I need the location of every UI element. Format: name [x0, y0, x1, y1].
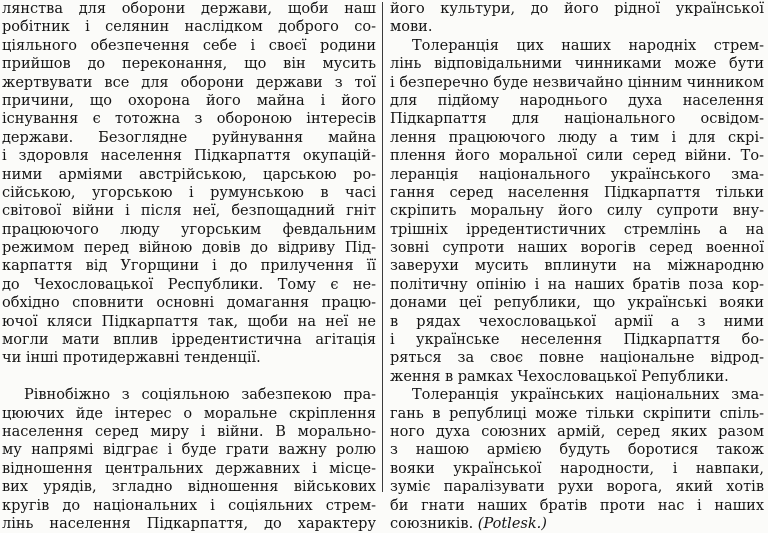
text-line: сійською, угорською і румунською в часі [2, 184, 376, 201]
text-line: жертвувати все для оборони держави з тої [2, 74, 376, 91]
text-line: ження в рамках Чехословацької Републики. [390, 368, 729, 385]
text-line [390, 515, 764, 533]
text-line: робітник і селянин наслідком доброго со- [2, 19, 376, 36]
text-line: карпаття від Угорщини і до прилучення її [2, 258, 376, 275]
text-line: ного духа союзних армій, серед яких разом [390, 423, 764, 440]
text-line: гань в републиці може тільки скріпити спіль- [390, 405, 764, 422]
text-line: могли мати вплив ірредентистична агітація [2, 332, 376, 349]
text-line: обхідно сповнити основні домагання працю- [2, 295, 376, 312]
left-paragraph-2 [2, 386, 376, 533]
applause-note: (Potlesk.) [477, 515, 547, 532]
right-paragraph-2 [390, 37, 764, 386]
right-column [390, 0, 764, 533]
text-line: світової війни і після неї, безпощадний гніт [2, 203, 376, 220]
text-line: Рівнобіжно з соціяльною забезпекою пра- [24, 387, 376, 404]
left-column [2, 0, 376, 533]
text-line: режимом перед війною довів до відриву Під- [2, 240, 376, 257]
text-line: причини, що охорона його майна і його [2, 92, 376, 109]
text-line: зовні супроти наших ворогів серед военної [390, 240, 764, 257]
right-paragraph-3 [390, 386, 764, 533]
text-line: скріпить моральну його силу супроти вну- [390, 203, 764, 220]
text-line: вояки української народности, і навпаки, [390, 460, 764, 477]
paragraph-gap [2, 368, 376, 386]
text-line: зуміє паралізувати рухи ворога, який хотів [390, 479, 764, 496]
text-line: лінь населення Підкарпаття, до характеру [2, 515, 376, 532]
text-line: ряться за своє повне національне відрод- [390, 350, 764, 367]
text-line: гання серед населення Підкарпаття тільки [390, 184, 764, 201]
text-line: би гнати наших братів проти нас і наших [390, 497, 764, 514]
text-line: відношення центральних державних і місце- [2, 460, 376, 477]
text-line: вих урядів, згладно відношення військових [2, 479, 376, 496]
text-line: працюючого люду угорським февдальним [2, 221, 376, 238]
text-line: лення працюючого люду а тим і для скрі- [390, 129, 764, 146]
text-line: Підкарпаття для національного освідом- [390, 111, 764, 128]
text-line: і здоровля населення Підкарпаття окупацій- [2, 148, 376, 165]
text-line: і українське неселення Підкарпаття бо- [390, 332, 764, 349]
text-line: прийшов до переконання, що він мусить [2, 56, 376, 73]
text-line: політичну опінію і на наших братів поза кор- [390, 276, 764, 293]
right-paragraph-1 [390, 0, 764, 37]
text-line: цюючих йде інтерес о моральне скріплення [2, 405, 376, 422]
text-line: чи інші протидержавні тенденції. [2, 350, 261, 367]
text-line: існування є тотожна з обороною інтересів [2, 111, 376, 128]
text-line: заверухи мусить вплинути на міжнародню [390, 258, 764, 275]
text-line: Толеранція цих наших народніх стрем- [412, 37, 764, 54]
text-line: Толеранція українських національних зма- [412, 387, 764, 404]
text-line: мови. [390, 19, 433, 36]
text-line: з нашою армією будуть боротися також [390, 442, 764, 459]
text-line: держави. Безоглядне руйнування майна [2, 129, 376, 146]
column-divider [382, 2, 383, 492]
text-line: лінь відповідальними чинниками може бути [390, 56, 764, 73]
text-line: леранція національного українського зма- [390, 166, 764, 183]
text-line: кругів до національних і соціяльних стрем- [2, 497, 376, 514]
text-line: му напрямі відграє і буде грати важну ролю [2, 442, 376, 459]
text-line: ючої кляси Підкарпаття так, щоби на неї не [2, 313, 376, 330]
text-fragment: союзників. [390, 515, 474, 532]
text-line: його культури, до його рідної української [390, 1, 764, 17]
text-line: і безперечно буде незвичайно цінним чинником [390, 74, 764, 91]
text-line: лянства для оборони держави, щоби наш [2, 1, 376, 17]
text-line: ними арміями австрійською, царською ро- [2, 166, 376, 183]
text-line: ціяльного обезпечення себе і своєї родини [2, 37, 376, 54]
text-line: для підйому народнього духа населення [390, 92, 764, 109]
text-line: плення його моральної сили серед війни. То- [390, 148, 764, 165]
text-line: трішніх ірредентистичних стремлінь а на [390, 221, 764, 238]
text-line: до Чехословацької Республики. Тому є не- [2, 276, 376, 293]
left-paragraph-1 [2, 0, 376, 368]
text-line: донами цеї републики, що українські вояки [390, 295, 764, 312]
text-line: в рядах чехословацької армії а з ними [390, 313, 764, 330]
text-line: населення серед миру і війни. В морально- [2, 423, 376, 440]
